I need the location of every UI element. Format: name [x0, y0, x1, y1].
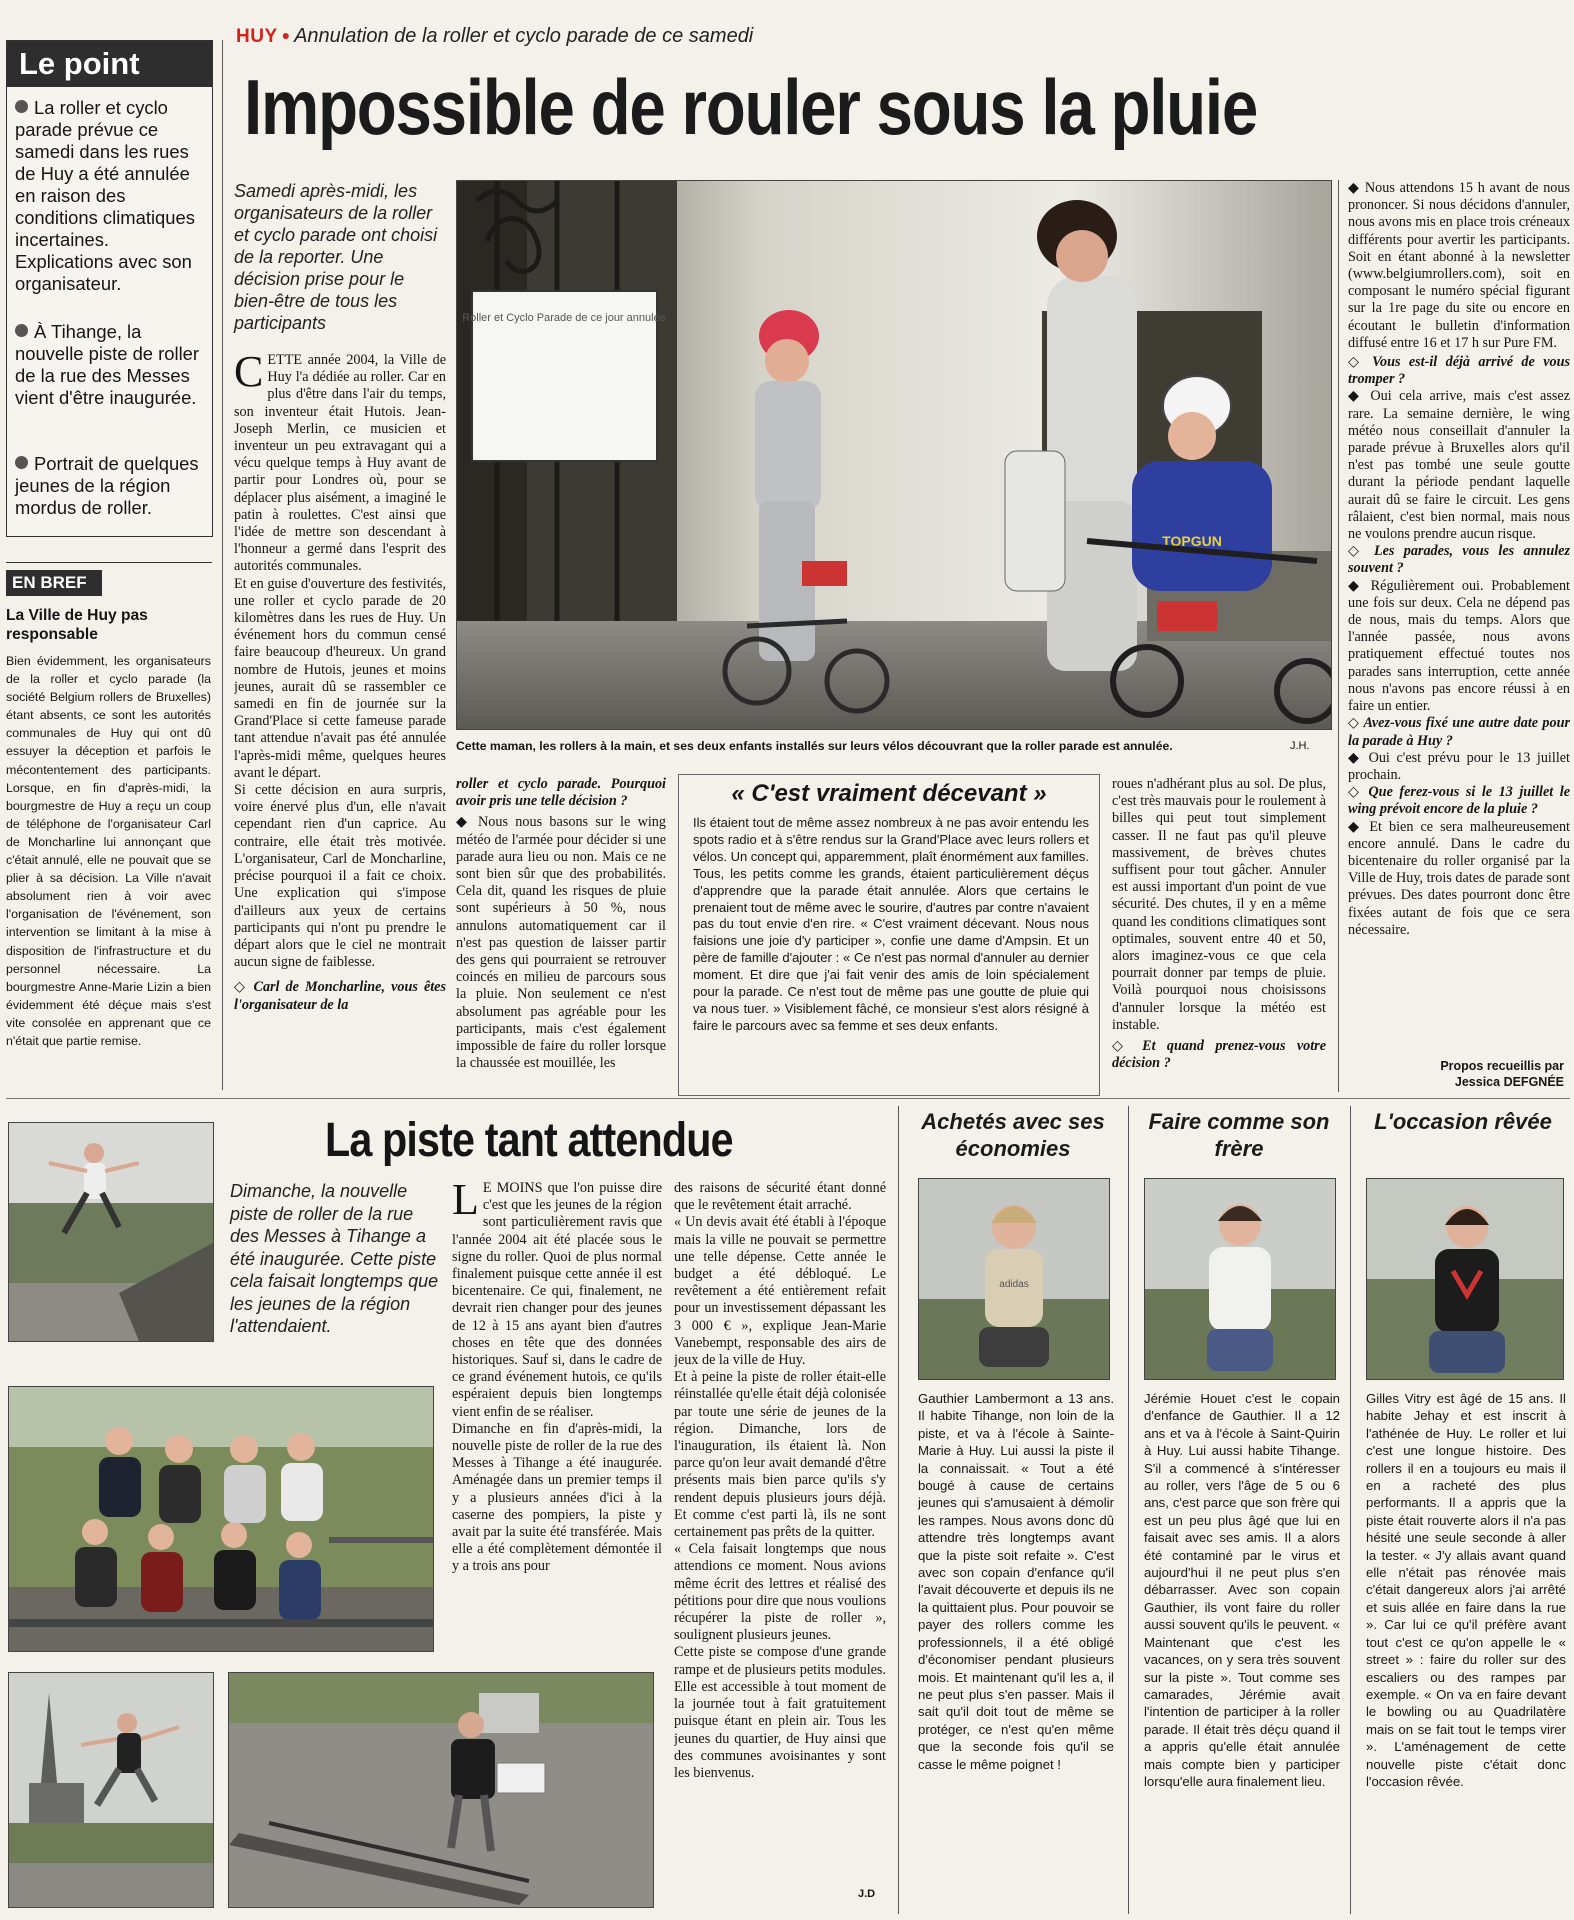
article-body: des raisons de sécurité étant donné que le revêtement était arraché. « Un devis avait été établi à l'époque mais la ville ne pouvait se permettre une telle dépense. Cette année le budget a été débloqué. Le revêtement a été entièrement refait pour un investissement dépassant les 3 000 € », explique Jean-Marie Vanebempt, responsable des airs de jeux de la ville de Huy. Et à peine la piste de roller était-elle réinstallée qu'elle était déjà colonisée par toute une série de jeunes de la région. Dimanche, lors de l'inauguration, ils étaient là. Non parce qu'on leur avait demandé d'être présents mais bien parce qu'ils s'y rendent depuis plusieurs jours déjà. Et comme c'est parti là, ils ne sont certainement pas prêts de la quitter. « Cela faisait longtemps que nous attendions ce moment. Nous avions même écrit des lettres et réalisé des pétitions pour dire que nous voulions récupérer la piste de roller », soulignent plusieurs jeunes. Cette piste se compose d'une grande rampe et de plusieurs petits modules. Elle est accessible à tout moment de la journée tout à fait gratuitement puisque étant en plein air. Tous les jeunes du quartier, de Huy ainsi que des communes avoisinantes y sont les bienvenus.: [674, 1180, 886, 1781]
photo-credit: J.H.: [1290, 740, 1310, 752]
article-column-1: [234, 352, 446, 1092]
photo-skater-church: [8, 1672, 214, 1908]
le-point-item-text: La roller et cyclo parade prévue ce samedi dans les rues de Huy a été annulée en raison des conditions climatiques incertaines. Explications avec son organisateur.: [15, 97, 195, 294]
divider: [6, 562, 212, 563]
portrait-text: Gauthier Lambermont a 13 ans. Il habite Tihange, non loin de la piste, et va à l'école à Sainte-Marie à Huy. Lui aussi la piste il la connaissait. « Tout a été bougé à cause de certains jeunes qui s'amusaient à démolir les rampes. Nous avons donc dû attendre très longtemps avant que la piste soit refaite ». C'est avec son copain d'enfance qu'il l'avait découverte et depuis ils ne la quittaient plus. Pour pouvoir se payer des rollers comme les professionnels, il a été obligé d'économiser pendant plusieurs mois. Et maintenant qu'il les a, il ne peut plus s'en passer. Mais il sait qu'il doit tout de même se protéger, ce n'est qu'en même que la seconde fois qu'il se casse le même poignet !: [918, 1391, 1114, 1772]
article-body: ETTE année 2004, la Ville de Huy l'a dédiée au roller. Car en plus d'être dans l'air du temps, son inventeur était Hutois. Jean-Joseph Merlin, ce musicien et inventeur un peu extravagant qui a vécu quelque temps à Huy avant de partir pour Londres où, pour se déplacer plus aisément, a imaginé le patin à roulettes. C'est ainsi que l'idée de mettre son descendant à l'honneur a germé dans l'esprit des autorités communales. Et en guise d'ouverture des festivités, une roller et cyclo parade de 20 kilomètres dans les rues de Huy. Un événement hors du commun censé faire beaucoup d'heureux. Un grand nombre de Hutois, jeunes et moins jeunes, aurait dû se rassembler ce samedi en fin de journée sur la Grand'Place si cette fameuse parade tant attendue n'avait pas été annulée l'après-midi même, quelques heures avant le départ. Si cette décision en aura surpris, voire énervé plus d'un, elle n'avait cependant rien d'un caprice. Au contraire, elle était très motivée. L'organisateur, Carl de Moncharline, précise pourquoi il a fait ce choix. Une explication qui s'impose d'ailleurs aux yeux de certains participants qui n'ont pu prendre le départ alors que le ciel ne montrait aucun signe de faiblesse.: [234, 352, 446, 971]
portrait-title: Faire comme son frère: [1148, 1109, 1330, 1161]
photo-skater-rail: [228, 1672, 654, 1908]
photo-group-of-youths: [8, 1386, 434, 1652]
interview-answer: ◆ Oui cela arrive, mais c'est assez rare. La semaine dernière, le wing météo nous conseillait d'annuler la parade prévue à Bruxelles alors qu'il n'est pas tombé une seule goutte durant la période pendant laquelle aurait dû se faire le circuit. Les gens râlaient, c'est bien normal, mais nous ne voulons prendre aucun risque.: [1348, 388, 1570, 543]
interview-question: ◇ Que ferez-vous si le 13 juillet le wing prévoit encore de la pluie ?: [1348, 784, 1570, 818]
en-bref-text: Bien évidemment, les organisateurs de la roller et cyclo parade (la société Belgium rollers de Bruxelles) étant absents, ce sont les autorités communales de Huy qui ont dû essuyer la déception et parfois le mécontentement des participants. Lorsque, en fin d'après-midi, la bourgmestre de Huy a reçu un coup de téléphone de l'organisateur Carl de Moncharline lui annonçant que c'était annulé, elle ne pouvait que se plier à sa décision. La Ville n'avait absolument rien à voir avec l'organisation de l'événement, son intervention se limitant à la mise à disposition de l'infrastructure et du personnel nécessaire. La bourgmestre Anne-Marie Lizin a bien évidemment été déçue mais s'est vite consolée en apprenant que ce n'était que partie remise.: [6, 654, 211, 1048]
en-bref-tag: EN BREF: [6, 570, 102, 596]
le-point-item-text: Portrait de quelques jeunes de la région mordus de roller.: [15, 453, 199, 518]
photo-parade-family: [456, 180, 1332, 730]
article-column-4: [1348, 180, 1570, 1070]
photo-image: [919, 1179, 1109, 1379]
kicker-place: HUY: [236, 26, 278, 47]
article-column-3: [1112, 776, 1326, 1094]
article-intro: Samedi après-midi, les organisateurs de la roller et cyclo parade ont choisi de la reporter. Une décision prise pour le bien-être de tous les participants: [234, 181, 438, 333]
credit-name: Jessica DEFGNÉE: [1454, 1075, 1564, 1089]
bullet-icon: [15, 100, 28, 113]
column-rule: [222, 40, 223, 1090]
photo-image: [1145, 1179, 1335, 1379]
quote-box-text: Ils étaient tout de même assez nombreux à ne pas avoir entendu les spots radio et à s'être rendus sur la Grand'Place avec leurs rollers et vélos. Un concept qui, apparemment, plaît énormément aux familles. Tous, les petits comme les grands, étaient particulièrement déçus d'apprendre que la parade était annulée. Alors que certains le prenaient tout de même avec le sourire, d'autres par contre n'avaient pas du tout envie d'en rire. « C'est vraiment décevant. Nous nous faisions une joie d'y participer », confie une dame d'Ampsin. Et un père de famille d'ajouter : « Ce n'est pas normal d'annuler au dernier moment. Et dire que j'ai fait venir des amis de loin spécialement pour la parade. Ce n'est tout de même pas une goutte de pluie qui va nous tuer. » Visiblement fâché, ce monsieur s'est alors résigné à faire le parcours avec sa femme et ses deux enfants.: [693, 815, 1089, 1033]
article2-column-2: [674, 1180, 886, 1900]
portrait-text: Gilles Vitry est âgé de 15 ans. Il habite Jehay et est inscrit à l'athénée de Huy. Le roller et lui c'est une longue histoire. Des rollers il en a toujours eu mais il en a racheté des plus performants. Il a appris que la piste était rouverte alors il n'a pas hésité une seule seconde à aller la tester. « J'y allais avant quand elle n'était pas rénovée mais c'était dangereux alors j'ai arrêté et suis allée en faire dans la rue ». Car lui ce qu'il préfère avant tout c'est ce qu'on appelle le « street » : faire du roller sur des escaliers ou des rampes par exemple. « On va en faire devant le bowling ou au Quadrilatère mais on se fait tout le temps virer ». L'aménagement de cette nouvelle piste c'était donc l'occasion rêvée.: [1366, 1391, 1566, 1789]
interview-question: ◇ Vous est-il déjà arrivé de vous tromper ?: [1348, 354, 1570, 388]
kicker: [236, 22, 753, 50]
interview-question: roller et cyclo parade. Pourquoi avoir pris une telle décision ?: [456, 776, 666, 810]
column-rule: [1350, 1106, 1351, 1914]
interview-question: ◇ Avez-vous fixé une autre date pour la parade à Huy ?: [1348, 715, 1570, 749]
quote-box: [678, 774, 1100, 1096]
photo-shirt-text: adidas: [999, 1279, 1029, 1290]
interview-answer: ◆ Nous attendons 15 h avant de nous prononcer. Si nous décidons d'annuler, nous avons mis en place trois créneaux différents pour avertir les participants. Soit en étant abonné à la newsletter (www.belgiumrollers.com), soit en composant le numéro spécial figurant sur la 1re page du site ou encore en écoutant le bulletin d'information diffusé entre 16 et 17 h sur Pure FM.: [1348, 180, 1570, 351]
bullet-icon: ●: [281, 27, 291, 43]
section-divider: [6, 1098, 1570, 1099]
article2-headline: La piste tant attendue: [325, 1114, 733, 1167]
photo-portrait-gilles: [1366, 1178, 1564, 1380]
photo-image: [229, 1673, 653, 1907]
le-point-item: [15, 453, 205, 519]
en-bref-headline: La Ville de Huy pas responsable: [6, 607, 148, 643]
interview-answer: ◆ Oui c'est prévu pour le 13 juillet prochain.: [1348, 749, 1570, 783]
interview-answer: ◆ Régulièrement oui. Probablement une fois sur deux. Cela ne dépend pas de nous, mais du temps. Alors que l'année passée, nous avons pratiquement effectué toutes nos parades sans interruption, cette année nous n'avons pas encore réussi à en faire un entier.: [1348, 577, 1570, 715]
column-rule: [1338, 180, 1339, 1092]
portrait-text: Jérémie Houet c'est le copain d'enfance de Gauthier. Il a 12 ans et va à l'école à Saint-Quirin à Huy. Lui aussi habite Tihange. S'il a commencé à s'intéresser au roller, vers l'âge de 5 ou 6 ans, c'est parce que son frère qui est un peu plus âgé que lui en faisait avec ses amis. Il a alors été contaminé par le virus et aujourd'hui il ne peut plus s'en débarrasser. Avec son copain Gauthier, ils vont faire du roller aussi souvent qu'ils le peuvent. « Maintenant que c'est les vacances, on y sera très souvent sur la piste ». Tout comme ses camarades, Jérémie avait l'intention de participer à la roller parade. Il était très déçu quand il a appris qu'elle était annulée mais compte bien y participer lorsqu'elle aura finalement lieu.: [1144, 1391, 1340, 1789]
photo-shirt-text: TOPGUN: [1162, 533, 1222, 549]
article2-credit: J.D: [858, 1888, 876, 1900]
le-point-item: [15, 321, 205, 409]
photo-image: [9, 1673, 213, 1907]
quote-box-title: « C'est vraiment décevant »: [731, 780, 1047, 807]
photo-portrait-jeremie: [1144, 1178, 1336, 1380]
article-credit: [1348, 1058, 1564, 1090]
photo-portrait-gauthier: [918, 1178, 1110, 1380]
interview-question: ◇ Carl de Moncharline, vous êtes l'organisateur de la: [234, 979, 446, 1013]
drop-cap: L: [452, 1180, 479, 1224]
article2-intro: Dimanche, la nouvelle piste de roller de la rue des Messes à Tihange a été inaugurée. Cette piste cela faisait longtemps que les jeunes de la région l'attendaient.: [230, 1181, 439, 1336]
interview-answer: ◆ Nous nous basons sur le wing météo de l'armée pour décider si une parade aura lieu ou non. Mais ce ne sont bien sûr que des probabilités. Cela dit, quand les risques de pluie sont supérieurs à 50 %, nous annulons automatiquement car il n'est pas question de laisser partir des gens qui pourraient se retrouver coincés en milieu de parcours sous la pluie. Non seulement ce n'est absolument pas agréable pour les participants, mais c'est également impossible de faire du roller lorsque la chaussée est mouillée, les: [456, 814, 666, 1072]
le-point-item: [15, 97, 205, 295]
portrait-title: L'occasion rêvée: [1374, 1109, 1552, 1134]
photo-caption: Cette maman, les rollers à la main, et ses deux enfants installés sur leurs vélos découvrant que la roller parade est annulée.: [456, 739, 1173, 753]
article2-column-1: [452, 1180, 662, 1660]
bullet-icon: [15, 324, 28, 337]
le-point-box: [6, 40, 213, 537]
article-column-2: [456, 776, 666, 1094]
photo-image: [1367, 1179, 1563, 1379]
column-rule: [898, 1106, 899, 1914]
photo-image: [9, 1123, 213, 1341]
photo-sign-text: Roller et Cyclo Parade de ce jour annulée: [462, 312, 666, 324]
interview-question: ◇ Les parades, vous les annulez souvent ?: [1348, 543, 1570, 577]
le-point-item-text: À Tihange, la nouvelle piste de roller de la rue des Messes vient d'être inaugurée.: [15, 321, 200, 408]
photo-image: [457, 181, 1331, 729]
interview-answer: ◆ Et bien ce sera malheureusement encore annulé. Dans le cadre du bicentenaire du roller organisé par la Ville de Huy, trois dates de parade sont prévues. Des dates pourront donc être fixées autant de fois que ce sera nécessaire.: [1348, 818, 1570, 938]
kicker-text: Annulation de la roller et cyclo parade de ce samedi: [294, 25, 754, 47]
interview-question: ◇ Et quand prenez-vous votre décision ?: [1112, 1038, 1326, 1072]
main-headline: Impossible de rouler sous la pluie: [244, 63, 1258, 151]
photo-image: [9, 1387, 433, 1651]
portrait-title: Achetés avec ses économies: [921, 1109, 1105, 1161]
interview-answer: roues n'adhérant plus au sol. De plus, c'est très mauvais pour le roulement à billes qui peut tout simplement casser. Il ne faut pas qu'il pleuve massivement, de brèves chutes suffisent pour tout gâcher. Annuler est aussi important d'un point de vue sécurité. Des chutes, il y en a même quand les conditions climatiques sont optimales, souvent entre 40 et 50, alors imaginez-vous ce que cela pourrait donner par temps de pluie. Voilà pourquoi nous choisissons d'annuler lorsque la météo est instable.: [1112, 776, 1326, 1033]
bullet-icon: [15, 456, 28, 469]
photo-jumping-rollerskater: [8, 1122, 214, 1342]
le-point-title: Le point: [7, 41, 212, 87]
article-body: E MOINS que l'on puisse dire c'est que les jeunes de la région sont particulièrement ravis que l'année 2004 ait été placée sous le signe du roller. Quoi de plus normal finalement puisque cette année il est bicentenaire. Ce qui, finalement, ne devrait rien changer pour des jeunes de 12 à 15 ans ayant bien d'autres choses en tête que des données historiques. Sauf si, dans le cadre de ce grand événement hutois, ce qu'ils espéraient depuis bien longtemps vient enfin de se réaliser. Dimanche en fin d'après-midi, la nouvelle piste de roller de la rue des Messes à Tihange a été inaugurée. Aménagée dans un premier temps il y a plusieurs années d'ici à la caserne des pompiers, la piste y avait par la suite été transférée. Mais elle a été complètement démontée il y a trois ans pour: [452, 1180, 662, 1575]
drop-cap: C: [234, 352, 264, 396]
column-rule: [1128, 1106, 1129, 1914]
credit-line: Propos recueillis par: [1440, 1059, 1564, 1073]
